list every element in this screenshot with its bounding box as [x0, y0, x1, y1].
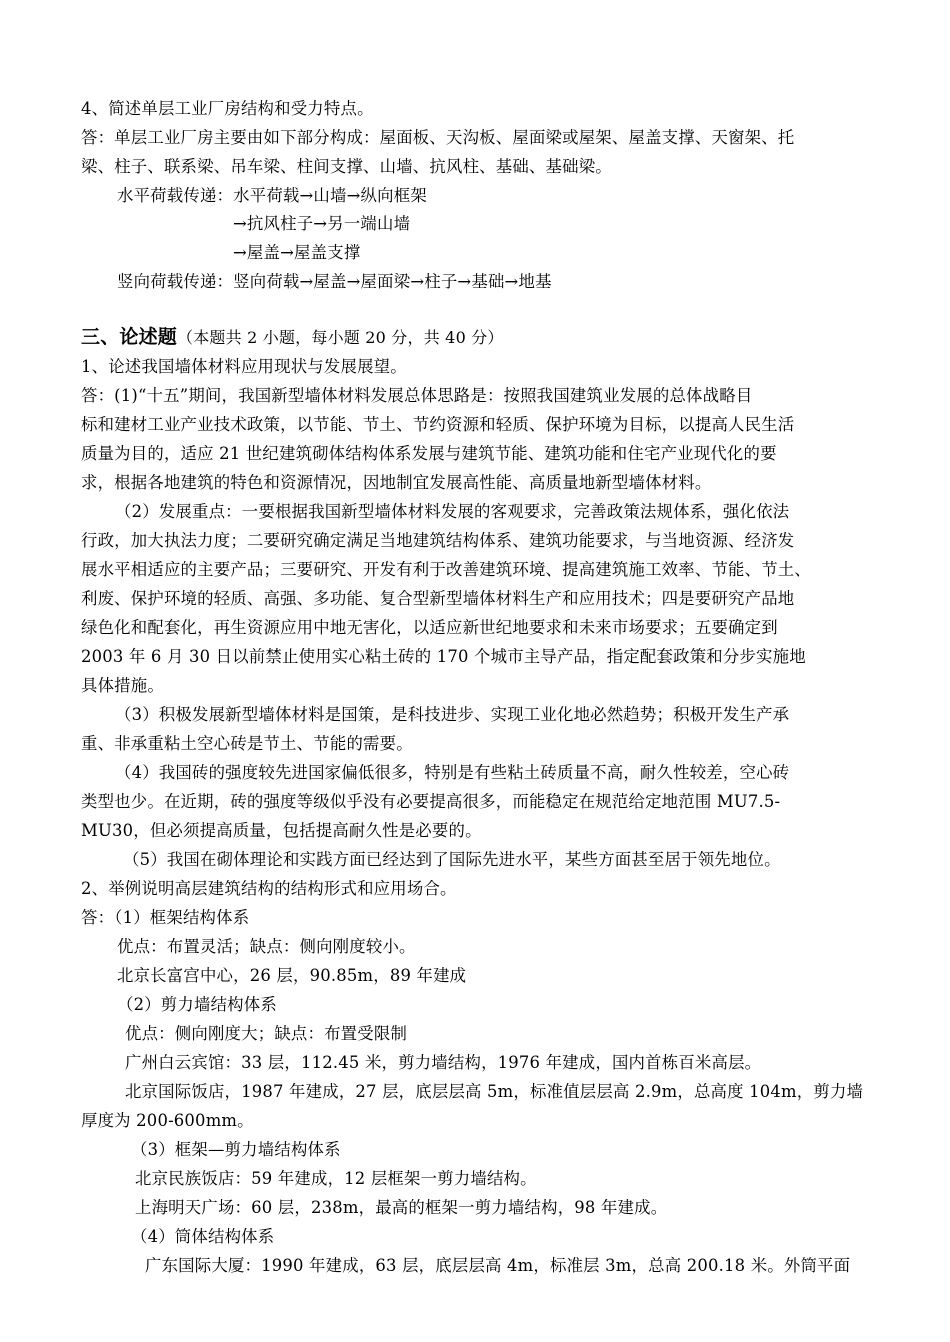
q2-title: 2、举例说明高层建筑结构的结构形式和应用场合。	[81, 879, 457, 898]
q2-line-8: 厚度为 200-600mm。	[81, 1111, 254, 1130]
section3-heading: 三、论述题	[81, 326, 178, 348]
q2-line-10: 北京民族饭店：59 年建成，12 层框架一剪力墙结构。	[135, 1169, 537, 1188]
q1-line-13: 重、非承重粘土空心砖是节土、节能的需要。	[81, 734, 413, 753]
section3-note: （本题共 2 小题，每小题 20 分，共 40 分）	[177, 328, 504, 347]
q1-line-11: 具体措施。	[81, 676, 164, 695]
q1-line-6: 行政，加大执法力度；二要研究确定满足当地建筑结构体系、建筑功能要求，与当地资源、经济发	[81, 531, 795, 550]
q1-line-10: 2003 年 6 月 30 日以前禁止使用实心粘土砖的 170 个城市主导产品，指定配套政策和分步实施地	[81, 647, 806, 666]
q2-line-7: 北京国际饭店，1987 年建成，27 层，底层层高 5m，标准值层层高 2.9m，总高度 104m，剪力墙	[125, 1082, 864, 1101]
q1-line-14: （4）我国砖的强度较先进国家偏低很多，特别是有些粘土砖质量不高，耐久性较差，空心砖	[115, 763, 790, 782]
q1-line-1: 答：(1)“十五”期间，我国新型墙体材料发展总体思路是：按照我国建筑业发展的总体战略目	[81, 386, 753, 405]
q2-line-4: （2）剪力墙结构体系	[117, 995, 277, 1014]
q1-line-7: 展水平相适应的主要产品；三要研究、开发有利于改善建筑环境、提高建筑施工效率、节能、节土、	[81, 560, 811, 579]
q4-answer-line-1: 答：单层工业厂房主要由如下部分构成：屋面板、天沟板、屋面梁或屋架、屋盖支撑、天窗架、托	[81, 128, 795, 147]
q1-line-8: 利废、保护环境的轻质、高强、多功能、复合型新型墙体材料生产和应用技术；四是要研究产品地	[81, 589, 795, 608]
q2-line-9: （3）框架—剪力墙结构体系	[131, 1140, 341, 1159]
q2-line-13: 广东国际大厦：1990 年建成，63 层，底层层高 4m，标准层 3m，总高 200.18 米。外筒平面	[145, 1256, 851, 1275]
q1-title: 1、论述我国墙体材料应用现状与发展展望。	[81, 357, 407, 376]
q2-line-12: （4）筒体结构体系	[131, 1227, 275, 1246]
q4-vertical-line: 竖向荷载传递：竖向荷载→屋盖→屋面梁→柱子→基础→地基	[117, 272, 552, 291]
q2-line-3: 北京长富宫中心，26 层，90.85m，89 年建成	[117, 966, 467, 985]
q1-line-15: 类型也少。在近期，砖的强度等级似乎没有必要提高很多，而能稳定在规范给定地范围 MU7.5-	[81, 792, 781, 811]
section3-heading-line	[81, 327, 504, 348]
q1-line-5: （2）发展重点：一要根据我国新型墙体材料发展的客观要求，完善政策法规体系，强化依法	[115, 502, 790, 521]
q1-line-2: 标和建材工业产业技术政策，以节能、节土、节约资源和轻质、保护环境为目标，以提高人民生活	[81, 415, 795, 434]
q2-line-2: 优点：布置灵活；缺点：侧向刚度较小。	[117, 937, 416, 956]
q4-horizontal-line-1: 水平荷载传递：水平荷载→山墙→纵向框架	[117, 186, 427, 205]
q4-horizontal-line-3: →屋盖→屋盖支撑	[233, 243, 361, 262]
q4-title: 4、简述单层工业厂房结构和受力特点。	[81, 99, 374, 118]
q2-line-5: 优点：侧向刚度大；缺点：布置受限制	[125, 1024, 408, 1043]
q2-line-6: 广州白云宾馆：33 层，112.45 米，剪力墙结构，1976 年建成，国内首栋百米高层。	[125, 1053, 762, 1072]
q2-line-11: 上海明天广场：60 层，238m，最高的框架一剪力墙结构，98 年建成。	[135, 1198, 668, 1217]
q4-horizontal-line-2: →抗风柱子→另一端山墙	[233, 214, 411, 233]
q1-line-3: 质量为目的，适应 21 世纪建筑砌体结构体系发展与建筑节能、建筑功能和住宅产业现代化的要	[81, 444, 777, 463]
q2-line-1: 答：（1）框架结构体系	[81, 908, 250, 927]
q1-line-4: 求，根据各地建筑的特色和资源情况，因地制宜发展高性能、高质量地新型墙体材料。	[81, 473, 712, 492]
q1-line-16: MU30，但必须提高质量，包括提高耐久性是必要的。	[81, 821, 482, 840]
q1-line-17: （5）我国在砌体理论和实践方面已经达到了国际先进水平，某些方面甚至居于领先地位。	[123, 850, 781, 869]
q1-line-12: （3）积极发展新型墙体材料是国策，是科技进步、实现工业化地必然趋势；积极开发生产承	[115, 705, 790, 724]
q4-answer-line-2: 梁、柱子、联系梁、吊车梁、柱间支撑、山墙、抗风柱、基础、基础梁。	[81, 157, 612, 176]
q1-line-9: 绿色化和配套化，再生资源应用中地无害化，以适应新世纪地要求和未来市场要求；五要确定到	[81, 618, 778, 637]
